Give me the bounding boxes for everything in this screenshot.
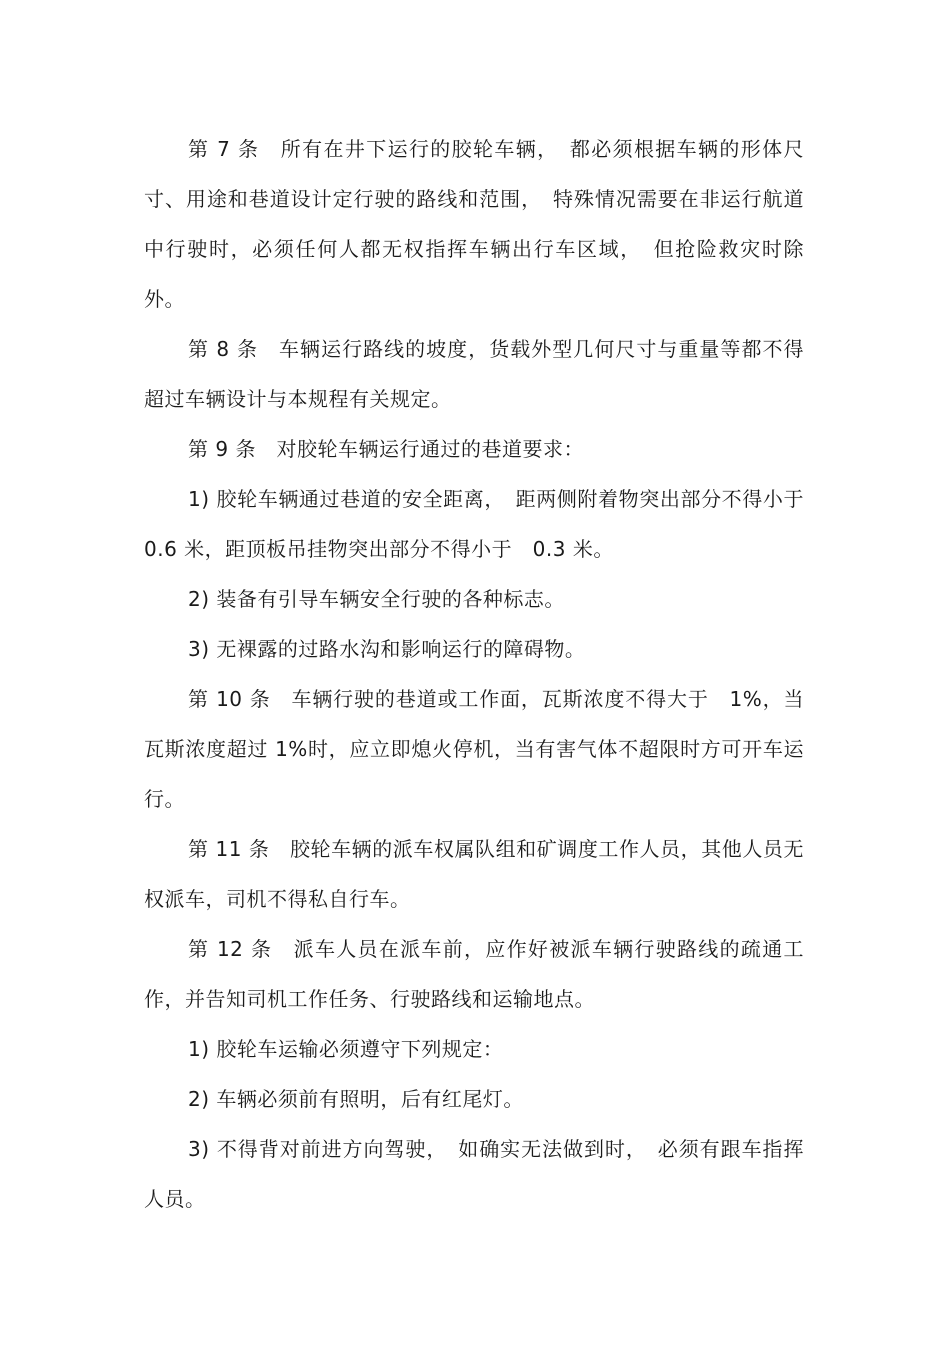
paragraph-article-12-item-2: 2) 车辆必须前有照明，后有红尾灯。 (188, 1087, 524, 1111)
paragraph-article-9: 第 9 条 对胶轮车辆运行通过的巷道要求： (188, 437, 584, 461)
paragraph-article-12: 第 12 条 派车人员在派车前，应作好被派车辆行驶路线的疏通工作，并告知司机工作任务、行驶路线和运输地点。 (144, 937, 804, 1011)
paragraph-article-7: 第 7 条 所有在井下运行的胶轮车辆， 都必须根据车辆的形体尺寸、用途和巷道设计定行驶的路线和范围， 特殊情况需要在非运行航道中行驶时，必须任何人都无权指挥车辆出行车区域， 但抢险救灾时除外。 (144, 137, 804, 311)
paragraph-article-8: 第 8 条 车辆运行路线的坡度，货载外型几何尺寸与重量等都不得超过车辆设计与本规程有关规定。 (144, 337, 804, 411)
paragraph-article-9-item-1: 1) 胶轮车辆通过巷道的安全距离， 距两侧附着物突出部分不得小于 0.6 米，距顶板吊挂物突出部分不得小于 0.3 米。 (144, 487, 804, 561)
paragraph-article-10: 第 10 条 车辆行驶的巷道或工作面，瓦斯浓度不得大于 1%，当瓦斯浓度超过 1%时，应立即熄火停机，当有害气体不超限时方可开车运行。 (144, 687, 804, 811)
paragraph-article-12-item-3: 3) 不得背对前进方向驾驶， 如确实无法做到时， 必须有跟车指挥人员。 (144, 1137, 804, 1211)
paragraph-article-12-item-1: 1) 胶轮车运输必须遵守下列规定： (188, 1037, 504, 1061)
paragraph-article-11: 第 11 条 胶轮车辆的派车权属队组和矿调度工作人员，其他人员无权派车，司机不得私自行车。 (144, 837, 804, 911)
paragraph-article-9-item-3: 3) 无裸露的过路水沟和影响运行的障碍物。 (188, 637, 586, 661)
paragraph-article-9-item-2: 2) 装备有引导车辆安全行驶的各种标志。 (188, 587, 565, 611)
document-body (144, 124, 804, 1224)
